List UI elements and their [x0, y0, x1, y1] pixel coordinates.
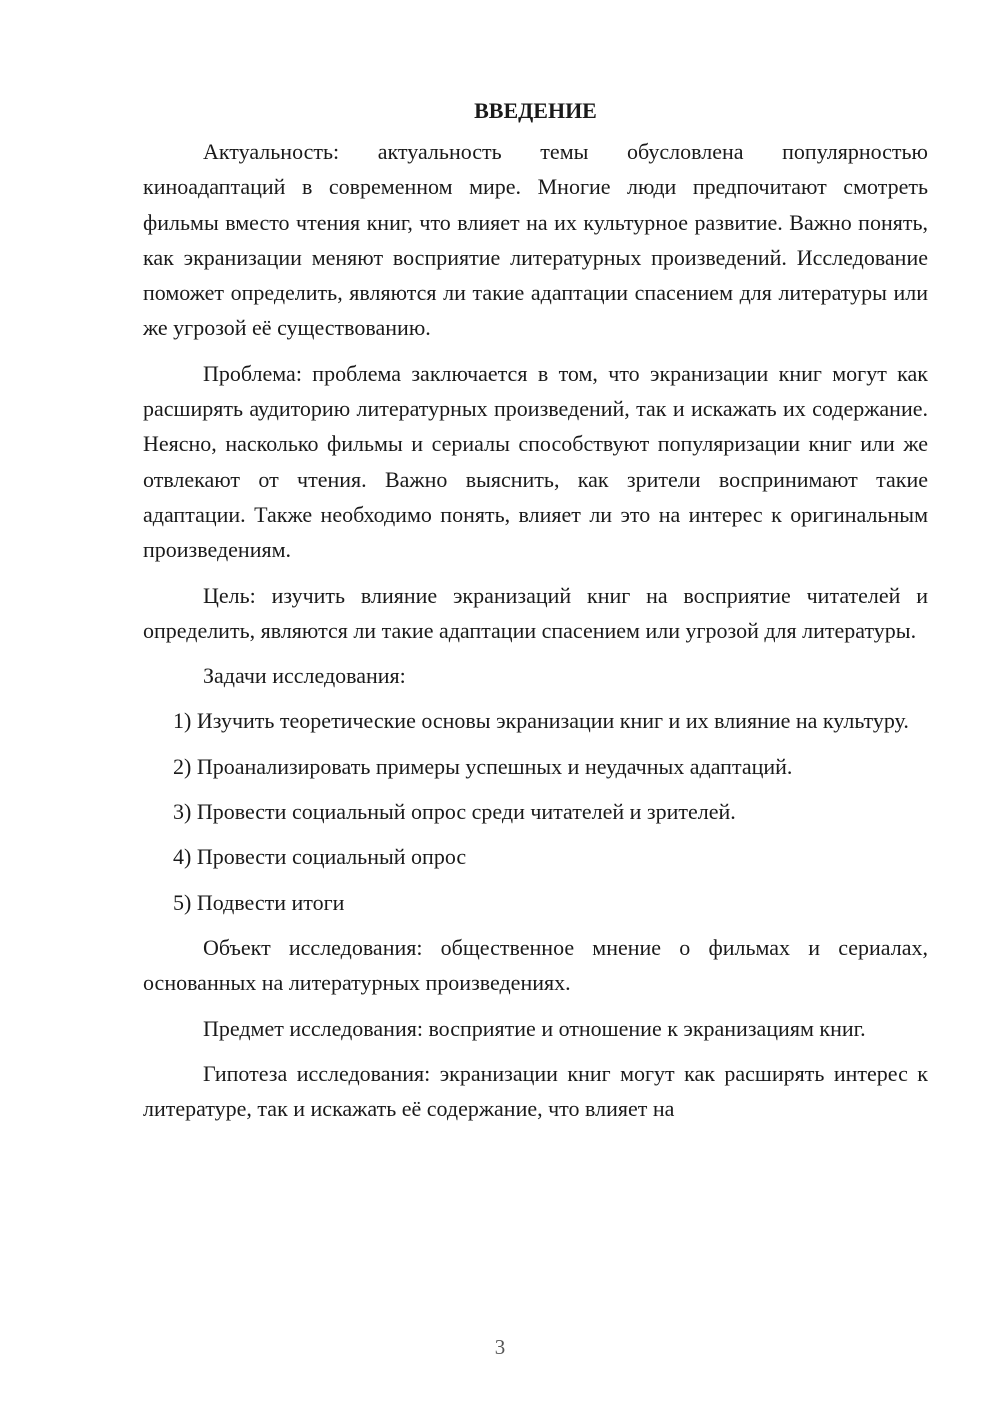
page-number: 3 — [494, 1335, 506, 1359]
paragraph-relevance: Актуальность: актуальность темы обусловлена популярностью киноадаптаций в современном мире. Многие люди предпочитают смотреть фильмы вместо чтения книг, что влияет на их культурное развитие. Важно понять, как экранизации меняют восприятие литературных произведений. Исследование поможет определить, являются ли такие адаптации спасением для литературы или же угрозой её существованию. — [143, 139, 928, 341]
task-item-2: 2) Проанализировать примеры успешных и неудачных адаптаций. — [173, 753, 793, 779]
paragraph-subject: Предмет исследования: восприятие и отношение к экранизациям книг. — [203, 1015, 866, 1041]
section-title: ВВЕДЕНИЕ — [474, 98, 597, 123]
paragraph-problem: Проблема: проблема заключается в том, что экранизации книг могут как расширять аудиторию литературных произведений, так и искажать их содержание. Неясно, насколько фильмы и сериалы способствуют популяризации книг или же отвлекают от чтения. Важно выяснить, как зрители воспринимают такие адаптации. Также необходимо понять, влияет ли это на интерес к оригинальным произведениям. — [143, 360, 928, 563]
document-page — [143, 93, 928, 1136]
task-item-3: 3) Провести социальный опрос среди читателей и зрителей. — [173, 799, 736, 825]
task-item-4: 4) Провести социальный опрос — [173, 844, 467, 870]
task-item-1: 1) Изучить теоретические основы экранизации книг и их влияние на культуру. — [173, 708, 909, 734]
paragraph-hypothesis: Гипотеза исследования: экранизации книг могут как расширять интерес к литературе, так и искажать её содержание, что влияет на — [143, 1060, 928, 1122]
paragraph-tasks-heading: Задачи исследования: — [203, 663, 406, 689]
task-item-5: 5) Подвести итоги — [173, 889, 345, 915]
paragraph-goal: Цель: изучить влияние экранизаций книг на восприятие читателей и определить, являются ли такие адаптации спасением или угрозой для литературы. — [143, 582, 928, 643]
paragraph-object: Объект исследования: общественное мнение о фильмах и сериалах, основанных на литературных произведениях. — [143, 934, 928, 996]
